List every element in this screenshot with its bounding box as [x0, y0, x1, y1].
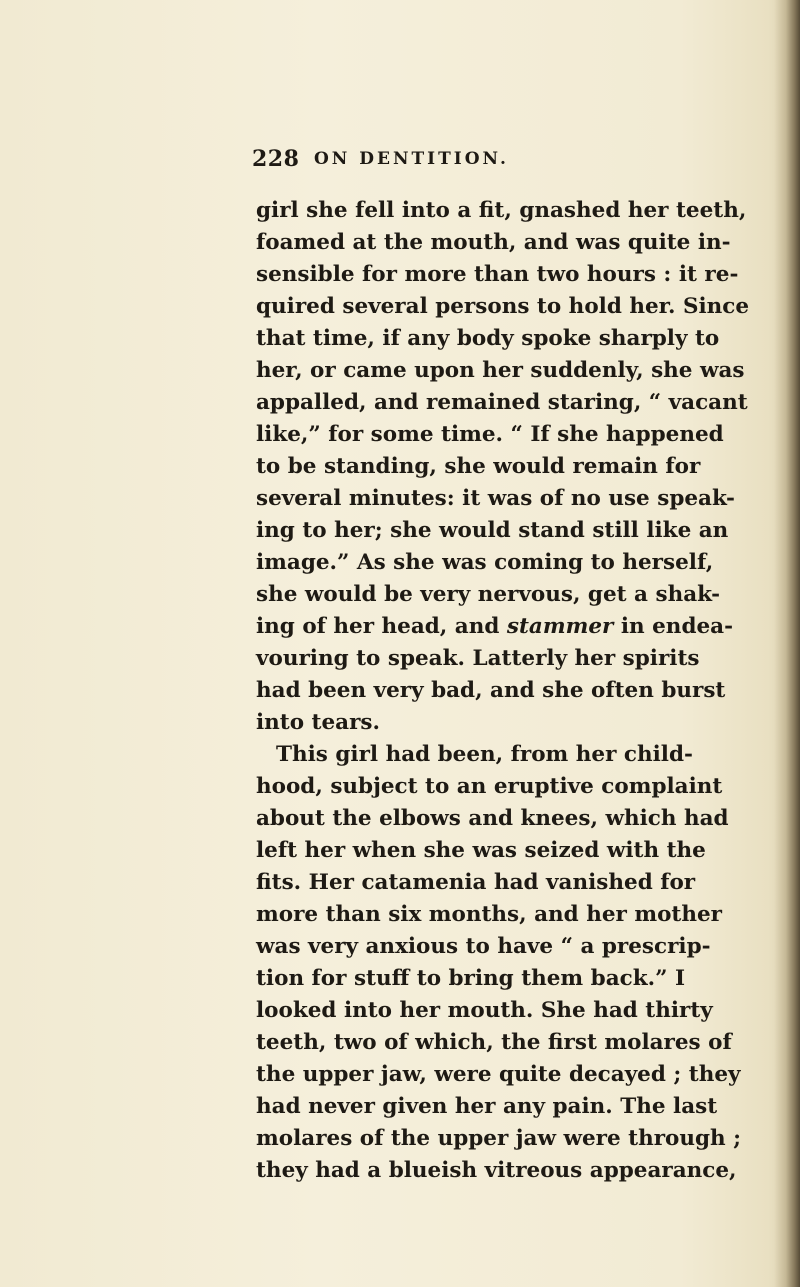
page-number: 228	[252, 146, 300, 172]
text-line: left her when she was seized with the	[256, 838, 706, 863]
text-line: was very anxious to have “ a prescrip-	[256, 934, 711, 959]
text-line: vouring to speak. Latterly her spirits	[256, 646, 700, 671]
text-line: image.” As she was coming to herself,	[256, 550, 714, 575]
text-line-with-italic	[256, 611, 734, 643]
text-line: into tears.	[256, 710, 381, 735]
page-edge-shadow	[774, 0, 800, 1287]
text-line: looked into her mouth. She had thirty	[256, 998, 713, 1023]
paragraph-start-line: This girl had been, from her child-	[276, 742, 693, 767]
text-line: about the elbows and knees, which had	[256, 806, 729, 831]
text-line: had never given her any pain. The last	[256, 1094, 718, 1119]
text-line: several minutes: it was of no use speak-	[256, 486, 735, 511]
text-line: ing to her; she would stand still like an	[256, 518, 729, 543]
text-line: molares of the upper jaw were through ;	[256, 1126, 742, 1151]
body-text	[256, 195, 750, 1187]
text-line: had been very bad, and she often burst	[256, 678, 726, 703]
text-line: to be standing, she would remain for	[256, 454, 701, 479]
text-line: more than six months, and her mother	[256, 902, 722, 927]
text-line: fits. Her catamenia had vanished for	[256, 870, 696, 895]
text-line: sensible for more than two hours : it re-	[256, 262, 739, 287]
text-line: appalled, and remained staring, “ vacant	[256, 390, 748, 415]
text-line: they had a blueish vitreous appearance,	[256, 1158, 737, 1183]
page-header	[252, 146, 752, 180]
text-line: her, or came upon her suddenly, she was	[256, 358, 745, 383]
running-head: ON DENTITION.	[314, 149, 509, 169]
text-line: she would be very nervous, get a shak-	[256, 582, 721, 607]
text-line: teeth, two of which, the first molares of	[256, 1030, 732, 1055]
text-line: quired several persons to hold her. Since	[256, 294, 750, 319]
text-line: tion for stuff to bring them back.” I	[256, 966, 686, 991]
text-line: hood, subject to an eruptive complaint	[256, 774, 723, 799]
text-fragment: in endea-	[620, 614, 734, 639]
text-line: foamed at the mouth, and was quite in-	[256, 230, 731, 255]
text-line: like,” for some time. “ If she happened	[256, 422, 724, 447]
text-line: girl she fell into a fit, gnashed her teeth,	[256, 198, 747, 223]
text-fragment: ing of her head, and	[256, 614, 500, 639]
text-line: that time, if any body spoke sharply to	[256, 326, 720, 351]
italic-word: stammer	[506, 614, 614, 639]
text-line: the upper jaw, were quite decayed ; they	[256, 1062, 741, 1087]
